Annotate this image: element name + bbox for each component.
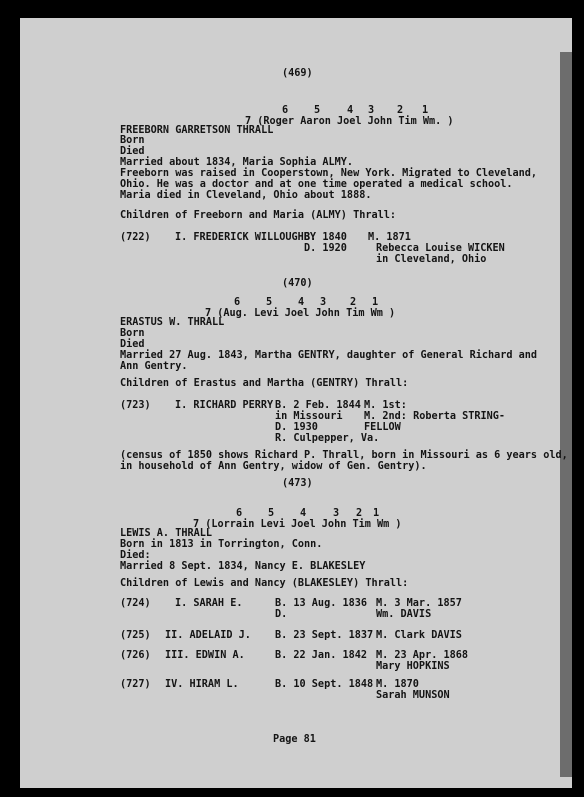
- child-marriage: M. 3 Mar. 1857: [376, 598, 462, 609]
- document-page: [20, 18, 572, 788]
- born-line: Born: [120, 328, 145, 339]
- child-marriage: M. 1870: [376, 679, 419, 690]
- marriage-line: Ann Gentry.: [120, 361, 188, 372]
- born-line: Born: [120, 135, 145, 146]
- child-birth: B. 2 Feb. 1844: [275, 400, 361, 411]
- bio-line: Freeborn was raised in Cooperstown, New York. Migrated to Cleveland,: [120, 168, 538, 179]
- child-marriage: M. 23 Apr. 1868: [376, 650, 469, 661]
- section-number-469: (469): [282, 68, 313, 79]
- died-line: Died:: [120, 550, 151, 561]
- gen-number-5: 5: [266, 297, 273, 308]
- child-spouse: FELLOW: [364, 422, 401, 433]
- child-death: D. 1920: [304, 243, 347, 254]
- child-name: I. FREDERICK WILLOUGHBY: [175, 232, 317, 243]
- gen-number-6: 6: [236, 508, 243, 519]
- child-number: (725): [120, 630, 151, 641]
- child-number: (724): [120, 598, 151, 609]
- page-number: Page 81: [273, 734, 316, 745]
- gen-number-2: 2: [356, 508, 363, 519]
- gen-number-4: 4: [298, 297, 305, 308]
- gen-number-1: 1: [422, 105, 429, 116]
- child-spouse: Rebecca Louise WICKEN: [376, 243, 505, 254]
- person-name: ERASTUS W. THRALL: [120, 317, 225, 328]
- child-birth: B. 10 Sept. 1848: [275, 679, 374, 690]
- died-line: Died: [120, 146, 145, 157]
- gen-number-3: 3: [320, 297, 327, 308]
- ancestry-line: 7 (Aug. Levi Joel John Tim Wm ): [205, 308, 396, 319]
- child-death: D.: [275, 609, 288, 620]
- gen-number-6: 6: [282, 105, 289, 116]
- child-birthplace: in Missouri: [275, 411, 343, 422]
- marriage-line: Married 8 Sept. 1834, Nancy E. BLAKESLEY: [120, 561, 366, 572]
- child-number: (727): [120, 679, 151, 690]
- scan-edge: [560, 52, 572, 777]
- ancestry-line: 7 (Lorrain Levi Joel John Tim Wm ): [193, 519, 402, 530]
- person-name: LEWIS A. THRALL: [120, 528, 213, 539]
- child-spouse: Sarah MUNSON: [376, 690, 450, 701]
- child-residence: R. Culpepper, Va.: [275, 433, 380, 444]
- child-name: III. EDWIN A.: [165, 650, 245, 661]
- child-marriage: M. 1871: [368, 232, 411, 243]
- gen-number-1: 1: [372, 297, 379, 308]
- child-name: I. RICHARD PERRY: [175, 400, 274, 411]
- children-heading: Children of Erastus and Martha (GENTRY) Thrall:: [120, 378, 409, 389]
- ancestry-line: 7 (Roger Aaron Joel John Tim Wm. ): [245, 116, 454, 127]
- child-marriage: M. 2nd: Roberta STRING-: [364, 411, 506, 422]
- child-name: IV. HIRAM L.: [165, 679, 239, 690]
- children-heading: Children of Freeborn and Maria (ALMY) Thrall:: [120, 210, 397, 221]
- child-birth: B. 22 Jan. 1842: [275, 650, 368, 661]
- gen-number-3: 3: [333, 508, 340, 519]
- gen-number-1: 1: [373, 508, 380, 519]
- gen-number-4: 4: [347, 105, 354, 116]
- child-death: D. 1930: [275, 422, 318, 433]
- child-marriage: M. Clark DAVIS: [376, 630, 462, 641]
- gen-number-6: 6: [234, 297, 241, 308]
- child-number: (722): [120, 232, 151, 243]
- child-birth: B. 1840: [304, 232, 347, 243]
- section-number-473: (473): [282, 478, 313, 489]
- gen-number-5: 5: [314, 105, 321, 116]
- bio-line: Ohio. He was a doctor and at one time operated a medical school.: [120, 179, 513, 190]
- child-birth: B. 13 Aug. 1836: [275, 598, 368, 609]
- child-number: (726): [120, 650, 151, 661]
- died-line: Died: [120, 339, 145, 350]
- section-number-470: (470): [282, 278, 313, 289]
- person-name: FREEBORN GARRETSON THRALL: [120, 125, 274, 136]
- children-heading: Children of Lewis and Nancy (BLAKESLEY) Thrall:: [120, 578, 409, 589]
- child-number: (723): [120, 400, 151, 411]
- child-spouse: Mary HOPKINS: [376, 661, 450, 672]
- marriage-line: Married 27 Aug. 1843, Martha GENTRY, daughter of General Richard and: [120, 350, 538, 361]
- gen-number-3: 3: [368, 105, 375, 116]
- gen-number-2: 2: [350, 297, 357, 308]
- gen-number-2: 2: [397, 105, 404, 116]
- child-marriage: M. 1st:: [364, 400, 407, 411]
- census-note: in household of Ann Gentry, widow of Gen. Gentry).: [120, 461, 427, 472]
- gen-number-4: 4: [300, 508, 307, 519]
- born-line: Born in 1813 in Torrington, Conn.: [120, 539, 323, 550]
- bio-line: Maria died in Cleveland, Ohio about 1888.: [120, 190, 372, 201]
- census-note: (census of 1850 shows Richard P. Thrall, born in Missouri as 6 years old,: [120, 450, 568, 461]
- child-marriage-place: in Cleveland, Ohio: [376, 254, 487, 265]
- child-name: II. ADELAID J.: [165, 630, 251, 641]
- marriage-line: Married about 1834, Maria Sophia ALMY.: [120, 157, 354, 168]
- child-birth: B. 23 Sept. 1837: [275, 630, 374, 641]
- child-spouse: Wm. DAVIS: [376, 609, 432, 620]
- child-name: I. SARAH E.: [175, 598, 243, 609]
- gen-number-5: 5: [268, 508, 275, 519]
